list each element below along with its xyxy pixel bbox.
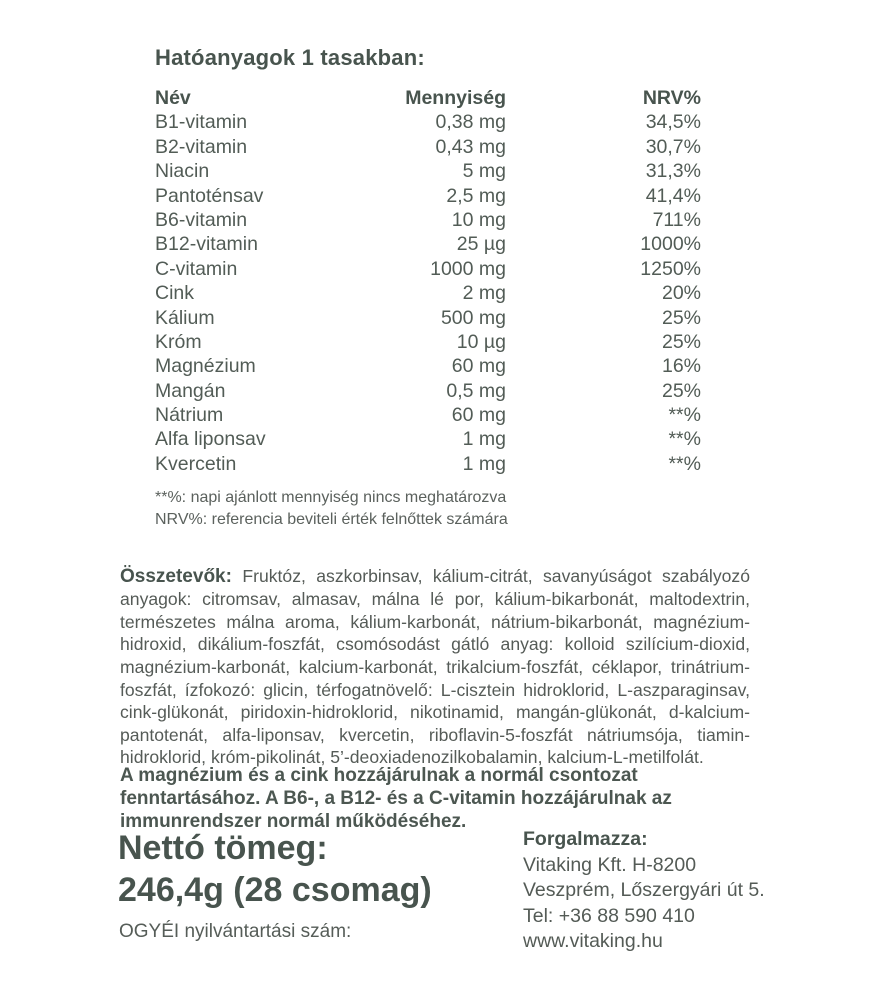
table-row	[155, 331, 701, 355]
table-row	[155, 111, 701, 135]
nutrient-name: Pantoténsav	[155, 184, 264, 207]
nutrient-nrv: 30,7%	[645, 135, 701, 158]
table-row	[155, 258, 701, 282]
net-weight-value: 246,4g (28 csomag)	[118, 871, 432, 909]
nutrient-nrv: **%	[668, 404, 701, 427]
nutrient-nrv: 25%	[661, 379, 701, 402]
footnote-no-nrv: **%: napi ajánlott mennyiség nincs meghatározva	[155, 489, 507, 506]
nutrient-amount: 0,43 mg	[435, 135, 506, 158]
nutrient-amount: 60 mg	[451, 355, 506, 378]
header-nrv: NRV%	[642, 87, 701, 109]
nutrient-name: C-vitamin	[155, 257, 238, 280]
ingredients-text: Fruktóz, aszkorbinsav, kálium-citrát, savanyúságot szabályozó anyagok: citromsav, almasav, málna lé por, kálium-bikarbonát, maltodextrin, természetes málna aroma, kálium-karbonát, nátrium-bikarbonát, magnézium-hidroxid, dikálium-foszfát, csomósodást gátló anyag: kolloid szilícium-dioxid, magnézium-karbonát, kalcium-karbonát, trikalcium-foszfát, céklapor, trinátrium-foszfát, ízfokozó: glicin, térfogatnövelő: L-cisztein hidroklorid, L-aszparaginsav, cink-glükonát, piridoxin-hidroklorid, nikotinamid, mangán-glükonát, d-kalcium-pantotenát, alfa-liponsav, kvercetin, riboflavin-5-foszfát nátriumsója, tiamin-hidroklorid, króm-pikolinát, 5’-deoxiadenozilkobalamin, kalcium-L-metilfolát.	[120, 565, 750, 768]
nutrient-name: B12-vitamin	[155, 233, 258, 256]
nutrient-name: Mangán	[155, 379, 226, 402]
table-row	[155, 136, 701, 160]
health-claims: A magnézium és a cink hozzájárulnak a normál csontozat fenntartásához. A B6-, a B12- és a C-vitamin hozzájárulnak az immunrendszer normál működéséhez.	[120, 765, 672, 832]
table-row	[155, 160, 701, 184]
nutrient-name: B1-vitamin	[155, 111, 248, 134]
nutrient-nrv: 25%	[661, 330, 701, 353]
nutrient-amount: 5 mg	[462, 160, 506, 183]
footnotes	[155, 487, 508, 531]
nutrient-nrv: 41,4%	[645, 184, 701, 207]
table-row	[155, 282, 701, 306]
nutrient-nrv: 711%	[652, 208, 701, 231]
distributor-website: www.vitaking.hu	[523, 930, 663, 953]
nutrient-name: Niacin	[155, 160, 210, 183]
nutrient-amount: 1000 mg	[430, 257, 506, 280]
nutrient-name: Magnézium	[155, 355, 256, 378]
footnote-nrv-def: NRV%: referencia beviteli érték felnőttek számára	[155, 511, 508, 528]
nutrient-amount: 2,5 mg	[446, 184, 506, 207]
table-row	[155, 209, 701, 233]
header-amount: Mennyiség	[405, 87, 506, 109]
nutrient-amount: 1 mg	[462, 452, 506, 475]
nutrient-table-body	[155, 111, 701, 477]
nutrient-table	[155, 87, 701, 477]
distributor-phone: Tel: +36 88 590 410	[523, 904, 695, 927]
nutrient-nrv: **%	[668, 428, 701, 451]
distributor-address: Veszprém, Lőszergyári út 5.	[523, 879, 765, 902]
table-row	[155, 233, 701, 257]
nutrient-amount: 25 µg	[456, 233, 506, 256]
nutrient-name: B6-vitamin	[155, 208, 248, 231]
nutrient-amount: 0,5 mg	[446, 379, 506, 402]
registration-number-label: OGYÉI nyilvántartási szám:	[119, 921, 352, 942]
nutrient-amount: 10 µg	[456, 330, 506, 353]
nutrient-name: Cink	[155, 282, 195, 305]
nutrient-name: Nátrium	[155, 404, 224, 427]
table-row	[155, 404, 701, 428]
nutrient-nrv: 31,3%	[645, 160, 701, 183]
nutrient-amount: 2 mg	[462, 282, 506, 305]
nutrient-amount: 0,38 mg	[435, 111, 506, 134]
nutrient-name: B2-vitamin	[155, 135, 248, 158]
nutrient-table-header	[155, 87, 701, 111]
table-row	[155, 428, 701, 452]
distributor-block	[523, 827, 765, 955]
nutrient-nrv: 34,5%	[645, 111, 701, 134]
net-weight-label: Nettó tömeg:	[118, 829, 328, 867]
nutrient-amount: 1 mg	[462, 428, 506, 451]
table-row	[155, 380, 701, 404]
nutrient-amount: 500 mg	[440, 306, 506, 329]
nutrient-nrv: 1250%	[640, 257, 701, 280]
ingredients-label: Összetevők:	[120, 565, 232, 587]
nutrient-name: Kvercetin	[155, 452, 237, 475]
nutrient-nrv: 25%	[661, 306, 701, 329]
nutrient-nrv: **%	[668, 452, 701, 475]
nutrient-nrv: 1000%	[640, 233, 701, 256]
active-ingredients-title: Hatóanyagok 1 tasakban:	[155, 45, 425, 70]
ingredients-paragraph	[120, 565, 750, 769]
table-row	[155, 307, 701, 331]
nutrient-amount: 60 mg	[451, 404, 506, 427]
table-row	[155, 355, 701, 379]
table-row	[155, 185, 701, 209]
distributor-label: Forgalmazza:	[523, 828, 648, 850]
nutrient-nrv: 20%	[661, 282, 701, 305]
nutrient-name: Króm	[155, 330, 202, 353]
header-name: Név	[155, 87, 191, 109]
nutrient-name: Alfa liponsav	[155, 428, 266, 451]
nutrient-nrv: 16%	[661, 355, 701, 378]
nutrient-amount: 10 mg	[451, 208, 506, 231]
nutrient-name: Kálium	[155, 306, 215, 329]
distributor-company: Vitaking Kft. H-8200	[523, 853, 697, 876]
table-row	[155, 453, 701, 477]
